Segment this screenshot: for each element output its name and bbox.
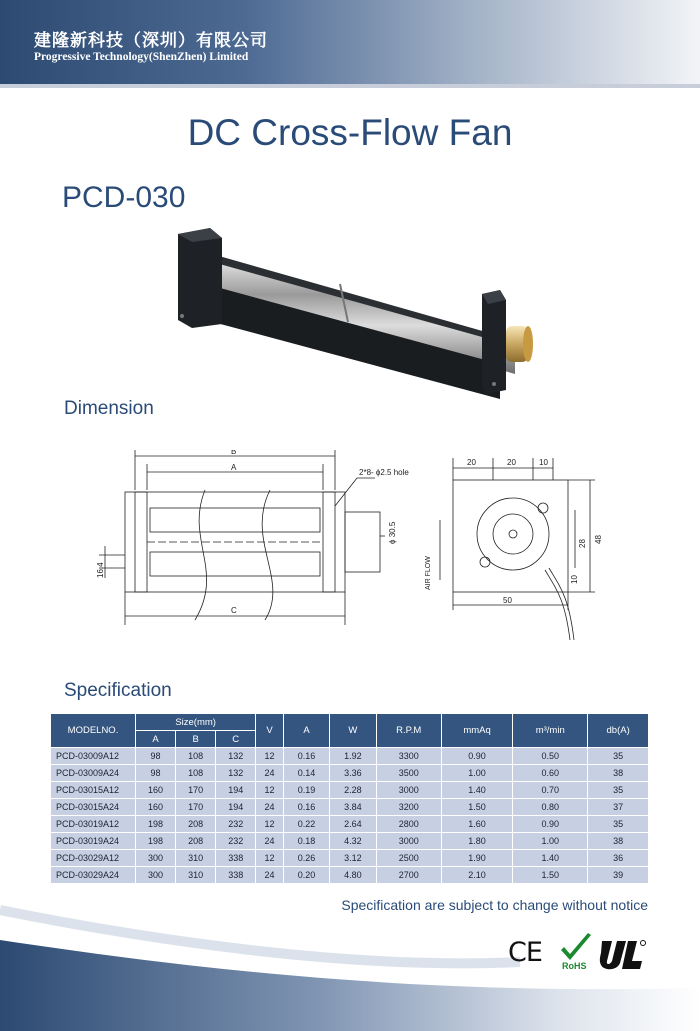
table-row <box>51 782 649 799</box>
column-header-power: W <box>330 714 376 748</box>
table-row <box>51 833 649 850</box>
dim-label-a: A <box>231 463 237 472</box>
table-cell: 310 <box>176 850 216 867</box>
table-cell: 0.26 <box>283 850 329 867</box>
table-cell: 232 <box>216 833 256 850</box>
table-cell: 3000 <box>376 782 441 799</box>
company-name-chinese: 建隆新科技（深圳）有限公司 <box>34 31 268 51</box>
dim-20-first: 20 <box>467 458 476 467</box>
hole-note: 2*8- ϕ2.5 hole <box>359 468 409 477</box>
header-banner <box>0 0 700 84</box>
table-cell: 3300 <box>376 748 441 765</box>
table-cell: PCD-03009A24 <box>51 765 136 782</box>
table-cell: 3.12 <box>330 850 376 867</box>
table-cell: 338 <box>216 867 256 884</box>
footer-swoosh <box>0 900 700 1031</box>
dim-label-b: B <box>231 450 237 456</box>
table-cell: 38 <box>588 833 649 850</box>
page-title: DC Cross-Flow Fan <box>187 112 513 153</box>
table-cell: 12 <box>256 816 284 833</box>
table-cell: PCD-03029A24 <box>51 867 136 884</box>
column-header-current: A <box>283 714 329 748</box>
table-cell: 0.20 <box>283 867 329 884</box>
column-header-airflow: m³/min <box>513 714 588 748</box>
table-cell: 3000 <box>376 833 441 850</box>
table-cell: 1.60 <box>441 816 512 833</box>
table-cell: 300 <box>136 850 176 867</box>
column-header-size-c: C <box>216 731 256 748</box>
table-cell: 0.19 <box>283 782 329 799</box>
table-cell: 160 <box>136 782 176 799</box>
dim-20-second: 20 <box>507 458 516 467</box>
company-name-english: Progressive Technology(ShenZhen) Limited <box>34 51 249 63</box>
model-heading: PCD-030 <box>62 181 186 214</box>
table-row <box>51 816 649 833</box>
table-cell: PCD-03015A12 <box>51 782 136 799</box>
table-cell: 0.16 <box>283 799 329 816</box>
table-row <box>51 799 649 816</box>
table-row <box>51 850 649 867</box>
table-cell: 2800 <box>376 816 441 833</box>
air-flow-label: AIR FLOW <box>425 556 432 590</box>
table-cell: 3200 <box>376 799 441 816</box>
table-cell: 0.60 <box>513 765 588 782</box>
table-cell: 170 <box>176 782 216 799</box>
dim-48: 48 <box>594 535 603 544</box>
table-cell: PCD-03019A24 <box>51 833 136 850</box>
table-cell: 2.64 <box>330 816 376 833</box>
table-cell: 170 <box>176 799 216 816</box>
table-cell: 1.80 <box>441 833 512 850</box>
table-cell: 2500 <box>376 850 441 867</box>
table-cell: 194 <box>216 799 256 816</box>
table-cell: 132 <box>216 748 256 765</box>
table-cell: 0.50 <box>513 748 588 765</box>
table-cell: 194 <box>216 782 256 799</box>
dim-16-4: 16.4 <box>96 562 105 578</box>
table-cell: 3.36 <box>330 765 376 782</box>
table-cell: 24 <box>256 799 284 816</box>
table-cell: 3500 <box>376 765 441 782</box>
table-cell: 208 <box>176 833 216 850</box>
ul-recognized-icon <box>598 937 646 973</box>
dim-50: 50 <box>503 596 512 605</box>
column-header-model: MODELNO. <box>51 714 136 748</box>
header-divider <box>0 84 700 88</box>
table-cell: 208 <box>176 816 216 833</box>
table-cell: 1.40 <box>513 850 588 867</box>
table-cell: 1.50 <box>513 867 588 884</box>
table-cell: 2.10 <box>441 867 512 884</box>
table-cell: 24 <box>256 867 284 884</box>
column-header-size: Size(mm) <box>136 714 256 731</box>
table-row <box>51 765 649 782</box>
column-header-voltage: V <box>256 714 284 748</box>
table-cell: 108 <box>176 748 216 765</box>
table-cell: 35 <box>588 748 649 765</box>
table-row <box>51 867 649 884</box>
table-cell: 38 <box>588 765 649 782</box>
table-cell: 0.90 <box>513 816 588 833</box>
table-cell: 1.40 <box>441 782 512 799</box>
table-cell: 0.70 <box>513 782 588 799</box>
spec-notice: Specification are subject to change without notice <box>341 897 648 913</box>
table-cell: 132 <box>216 765 256 782</box>
table-cell: 24 <box>256 833 284 850</box>
table-cell: 160 <box>136 799 176 816</box>
table-cell: 36 <box>588 850 649 867</box>
table-cell: 2.28 <box>330 782 376 799</box>
table-cell: 0.90 <box>441 748 512 765</box>
table-cell: 98 <box>136 748 176 765</box>
ce-mark: CE <box>508 937 542 968</box>
table-cell: 4.80 <box>330 867 376 884</box>
table-cell: 39 <box>588 867 649 884</box>
column-header-pressure: mmAq <box>441 714 512 748</box>
dim-10-side: 10 <box>570 575 579 584</box>
table-cell: 0.18 <box>283 833 329 850</box>
table-cell: 1.00 <box>441 765 512 782</box>
table-cell: 310 <box>176 867 216 884</box>
table-cell: 300 <box>136 867 176 884</box>
rohs-label: RoHS <box>562 961 587 971</box>
section-heading-dimension: Dimension <box>64 398 154 419</box>
section-heading-specification: Specification <box>64 680 172 701</box>
table-cell: 1.00 <box>513 833 588 850</box>
column-header-size-b: B <box>176 731 216 748</box>
table-cell: 1.92 <box>330 748 376 765</box>
table-cell: 198 <box>136 833 176 850</box>
dim-label-c: C <box>231 606 237 615</box>
table-cell: 12 <box>256 748 284 765</box>
table-cell: 35 <box>588 782 649 799</box>
table-cell: PCD-03009A12 <box>51 748 136 765</box>
table-cell: 12 <box>256 850 284 867</box>
table-cell: PCD-03019A12 <box>51 816 136 833</box>
table-cell: 232 <box>216 816 256 833</box>
table-cell: 1.90 <box>441 850 512 867</box>
table-cell: 98 <box>136 765 176 782</box>
table-cell: 1.50 <box>441 799 512 816</box>
table-cell: 3.84 <box>330 799 376 816</box>
table-cell: 0.14 <box>283 765 329 782</box>
table-cell: 2700 <box>376 867 441 884</box>
table-row <box>51 748 649 765</box>
dim-10-top: 10 <box>539 458 548 467</box>
table-cell: 4.32 <box>330 833 376 850</box>
table-cell: 24 <box>256 765 284 782</box>
column-header-noise: db(A) <box>588 714 649 748</box>
table-cell: 108 <box>176 765 216 782</box>
table-cell: PCD-03015A24 <box>51 799 136 816</box>
column-header-size-a: A <box>136 731 176 748</box>
table-cell: 0.16 <box>283 748 329 765</box>
rohs-check-icon <box>558 933 594 971</box>
table-cell: PCD-03029A12 <box>51 850 136 867</box>
table-cell: 37 <box>588 799 649 816</box>
column-header-rpm: R.P.M <box>376 714 441 748</box>
dim-28: 28 <box>578 539 587 548</box>
dimension-drawing <box>95 450 610 655</box>
table-cell: 338 <box>216 850 256 867</box>
table-cell: 0.22 <box>283 816 329 833</box>
fan-product-photo <box>170 224 535 402</box>
table-cell: 0.80 <box>513 799 588 816</box>
specification-table <box>50 713 649 884</box>
motor-diameter: ϕ 30.5 <box>388 521 397 544</box>
table-cell: 198 <box>136 816 176 833</box>
table-cell: 35 <box>588 816 649 833</box>
table-cell: 12 <box>256 782 284 799</box>
